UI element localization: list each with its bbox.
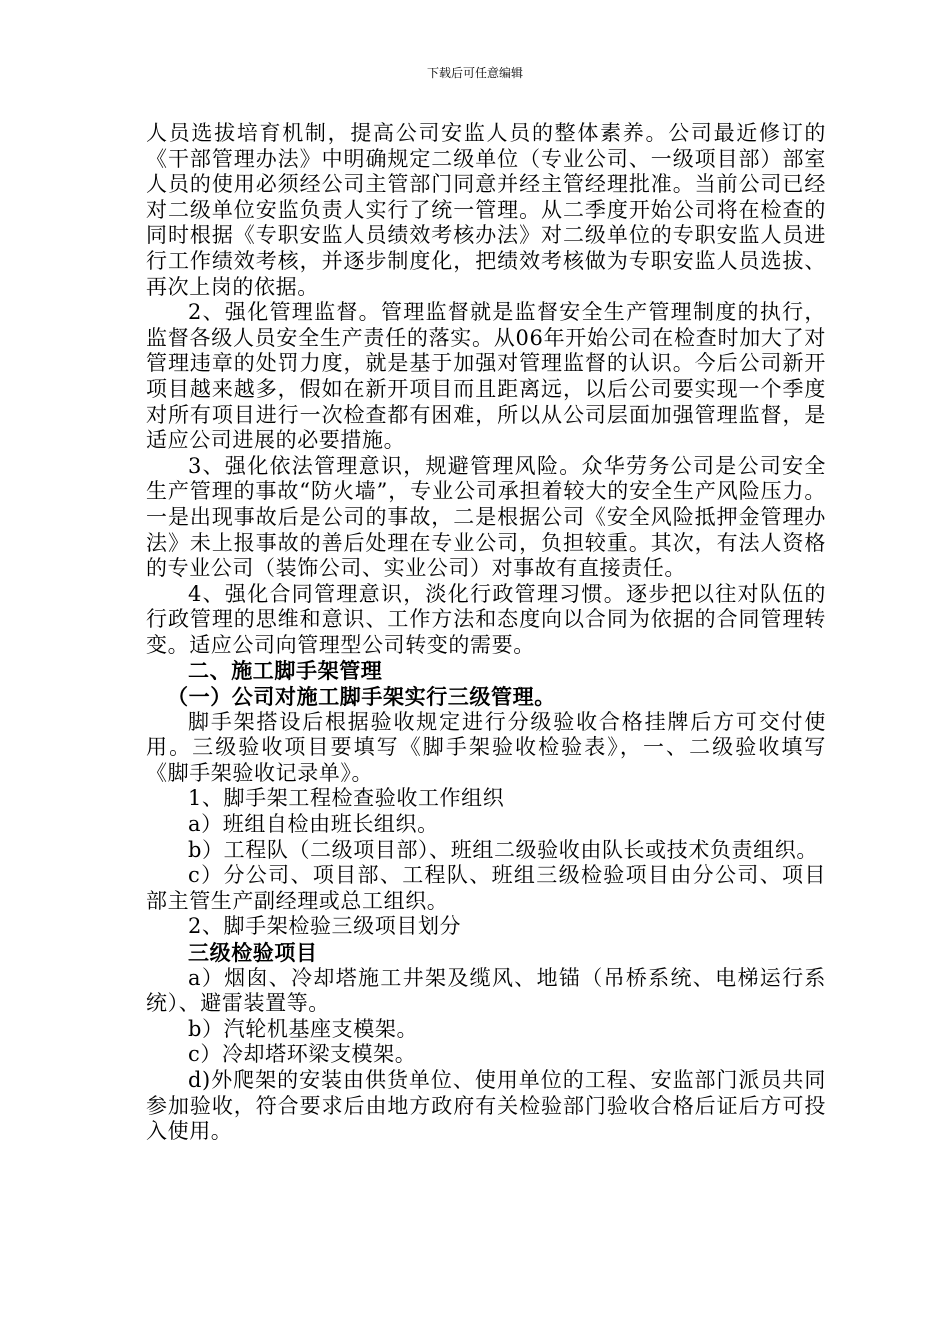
paragraph: 4、强化合同管理意识，淡化行政管理习惯。逐步把以往对队伍的行政管理的思维和意识、工作方法和态度向以合同为依据的合同管理转变。适应公司向管理型公司转变的需要。 [146,581,826,657]
list-item: d)外爬架的安装由供货单位、使用单位的工程、安监部门派员共同参加验收，符合要求后由地方政府有关检验部门验收合格后证后方可投入使用。 [146,1067,826,1144]
section-heading: 二、施工脚手架管理 [188,658,383,684]
subsection-heading: 三级检验项目 [188,940,318,965]
paragraph: 人员选拔培育机制，提高公司安监人员的整体素养。公司最近修订的《干部管理办法》中明确规定二级单位（专业公司、一级项目部）部室人员的使用必须经公司主管部门同意并经主管经理批准。当前公司已经对二级单位安监负责人实行了统一管理。从二季度开始公司将在检查的同时根据《专职安监人员绩效考核办法》对二级单位的专职安监人员进行工作绩效考核，并逐步制度化，把绩效考核做为专职安监人员选拔、再次上岗的依据。 [146,121,826,299]
list-heading: 2、脚手架检验三级项目划分 [188,914,462,939]
page-header: 下载后可任意编辑 [426,66,523,80]
paragraph: 3、强化依法管理意识，规避管理风险。众华劳务公司是公司安全生产管理的事故“防火墙”，专业公司承担着较大的安全生产风险压力。一是出现事故后是公司的事故，二是根据公司《安全风险抵押金管理办法》未上报事故的善后处理在专业公司，负担较重。其次，有法人资格的专业公司（装饰公司、实业公司）对事故有直接责任。 [146,453,826,581]
paragraph: 脚手架搭设后根据验收规定进行分级验收合格挂牌后方可交付使用。三级验收项目要填写《脚手架验收检验表》，一、二级验收填写《脚手架验收记录单》。 [146,709,826,785]
document-body [146,121,826,1145]
paragraph: 2、强化管理监督。管理监督就是监督安全生产管理制度的执行，监督各级人员安全生产责任的落实。从06年开始公司在检查时加大了对管理违章的处罚力度，就是基于加强对管理监督的认识。今后公司新开项目越来越多，假如在新开项目而且距离远，以后公司要实现一个季度对所有项目进行一次检查都有困难，所以从公司层面加强管理监督，是适应公司进展的必要措施。 [146,300,826,453]
subsection-heading: （一）公司对施工脚手架实行三级管理。 [167,684,556,710]
list-item: c）分公司、项目部、工程队、班组三级检验项目由分公司、项目部主管生产副经理或总工组织。 [146,863,826,913]
list-item: a）班组自检由班长组织。 [188,812,439,837]
list-item: a）烟囱、冷却塔施工井架及缆风、地锚（吊桥系统、电梯运行系统）、避雷装置等。 [146,965,826,1016]
list-item: b）汽轮机基座支模架。 [188,1016,419,1041]
list-item: b）工程队（二级项目部）、班组二级验收由队长或技术负责组织。 [188,837,818,862]
list-heading: 1、脚手架工程检查验收工作组织 [188,786,505,811]
list-item: c）冷却塔环梁支模架。 [188,1042,417,1067]
